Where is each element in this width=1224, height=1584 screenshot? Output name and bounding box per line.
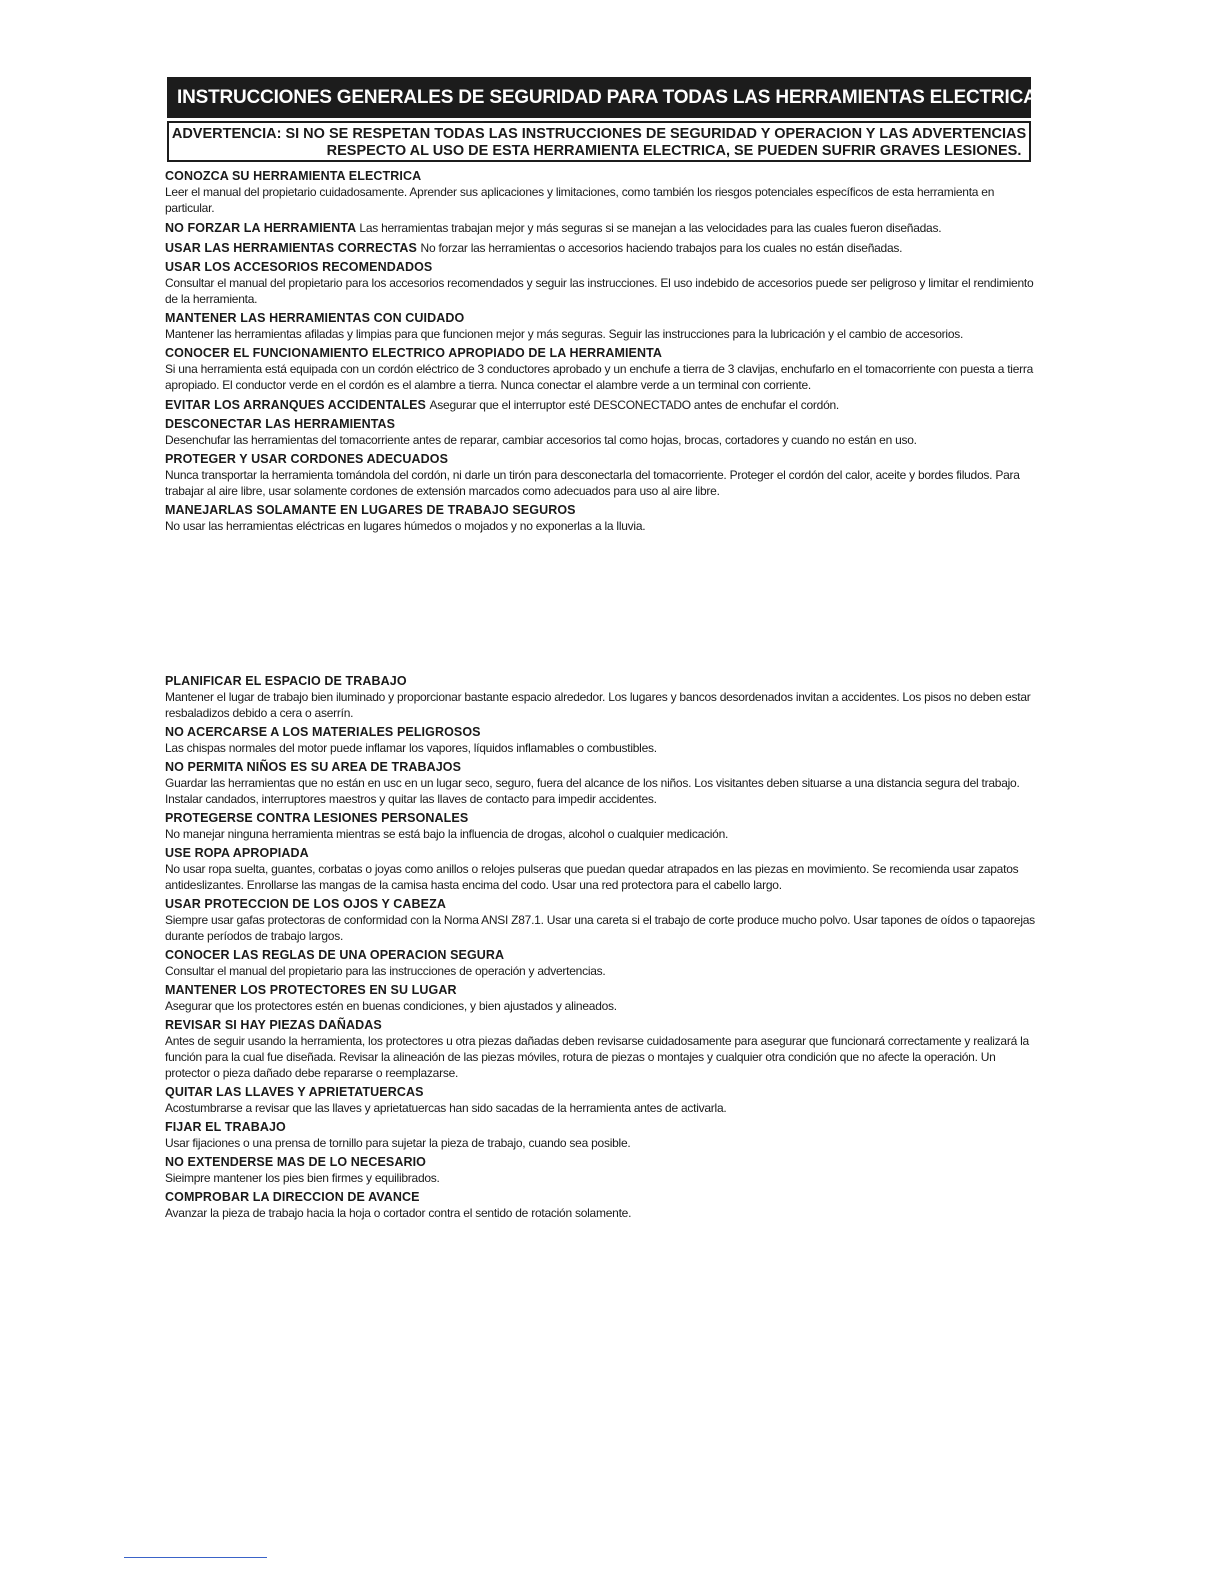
footer-rule [124, 1557, 267, 1558]
section-herramientas-correctas [165, 240, 1035, 256]
warning-line-2: RESPECTO AL USO DE ESTA HERRAMIENTA ELECTRICA, SE PUEDEN SUFRIR GRAVES LESIONES. [326, 143, 1022, 159]
section-body: Guardar las herramientas que no están en usc en un lugar seco, seguro, fuera del alcance de los niños. Los visitantes deben situarse a una distancia segura del trabajo. Instalar candados, interruptores maestros y quitar las llaves de contacto para impedir accidentes. [165, 776, 1020, 806]
section-body: Consultar el manual del propietario para los accesorios recomendados y seguir las instrucciones. El uso indebido de accesorios puede ser peligroso y limitar el rendimiento de la herramienta. [165, 276, 1034, 306]
section-heading: NO PERMITA NIÑOS ES SU AREA DE TRABAJOS [165, 760, 462, 774]
section-heading: NO ACERCARSE A LOS MATERIALES PELIGROSOS [165, 725, 481, 739]
section-heading: PROTEGER Y USAR CORDONES ADECUADOS [165, 452, 449, 466]
section-ninos [165, 760, 1035, 807]
section-heading: USAR LOS ACCESORIOS RECOMENDADOS [165, 260, 433, 274]
section-body: Mantener las herramientas afiladas y limpias para que funcionen mejor y más seguras. Seguir las instrucciones para la lubricación y el cambio de accesorios. [165, 327, 964, 341]
section-body: Avanzar la pieza de trabajo hacia la hoja o cortador contra el sentido de rotación solamente. [165, 1206, 632, 1220]
section-body: Si una herramienta está equipada con un cordón eléctrico de 3 conductores aprobado y un enchufe a tierra de 3 clavijas, enchufarlo en el tomacorriente con puesta a tierra apropiado. El conductor verde en el cordón es el alambre a tierra. Nunca conectar el alambre verde a un terminal con corriente. [165, 362, 1034, 392]
section-llaves [165, 1085, 1035, 1116]
section-heading: COMPROBAR LA DIRECCION DE AVANCE [165, 1190, 420, 1204]
section-heading: USAR PROTECCION DE LOS OJOS Y CABEZA [165, 897, 446, 911]
section-piezas-danadas [165, 1018, 1035, 1081]
section-heading: QUITAR LAS LLAVES Y APRIETATUERCAS [165, 1085, 424, 1099]
section-arranques [165, 397, 1035, 413]
section-heading: EVITAR LOS ARRANQUES ACCIDENTALES [165, 398, 430, 412]
section-body: No forzar las herramientas o accesorios haciendo trabajos para los cuales no están diseñadas. [420, 241, 903, 255]
section-protectores [165, 983, 1035, 1014]
section-body: Las chispas normales del motor puede inflamar los vapores, líquidos inflamables o combustibles. [165, 741, 657, 755]
section-heading: DESCONECTAR LAS HERRAMIENTAS [165, 417, 396, 431]
section-no-extenderse [165, 1155, 1035, 1186]
section-conozca [165, 169, 1035, 216]
section-body: Antes de seguir usando la herramienta, los protectores u otra piezas dañadas deben revisarse cuidadosamente para asegurar que funcionará correctamente y realizará la función para la cual fue diseñada. Revisar la alineación de las piezas móviles, rotura de piezas o montajes y cualquier otra condición que no afecte la operación. Un protector o pieza dañado debe repararse o reemplazarse. [165, 1034, 1029, 1080]
section-heading: PROTEGERSE CONTRA LESIONES PERSONALES [165, 811, 469, 825]
section-body: No usar las herramientas eléctricas en lugares húmedos o mojados y no exponerlas a la lluvia. [165, 519, 646, 533]
section-heading: USE ROPA APROPIADA [165, 846, 309, 860]
section-body: Las herramientas trabajan mejor y más seguras si se manejan a las velocidades para las cuales fueron diseñadas. [359, 221, 942, 235]
section-mantener-cuidado [165, 311, 1035, 342]
section-lugares-seguros [165, 503, 1035, 534]
section-heading: CONOZCA SU HERRAMIENTA ELECTRICA [165, 169, 422, 183]
section-body: Nunca transportar la herramienta tomándola del cordón, ni darle un tirón para desconectarla del tomacorriente. Proteger el cordón del calor, aceite y bordes filudos. Para trabajar al aire libre, usar solamente cordones de extensión marcados como adecuados para uso al aire libre. [165, 468, 1020, 498]
section-body: No usar ropa suelta, guantes, corbatas o joyas como anillos o relojes pulseras que puedan quedar atrapados en las piezas en movimiento. Se recomienda usar zapatos antideslizantes. Enrollarse las mangas de la camisa hasta encima del codo. Usar una red protectora para el cabello largo. [165, 862, 1019, 892]
section-operacion-segura [165, 948, 1035, 979]
section-funcionamiento-electrico [165, 346, 1035, 393]
warning-box [167, 121, 1031, 162]
section-body: Mantener el lugar de trabajo bien iluminado y proporcionar bastante espacio alrededor. Los lugares y bancos desordenados invitan a accidentes. Los pisos no deben estar resbaladizos debido a cera o aserrín. [165, 690, 1031, 720]
page-title: INSTRUCCIONES GENERALES DE SEGURIDAD PARA TODAS LAS HERRAMIENTAS ELECTRICAS [167, 77, 1031, 118]
section-body: Asegurar que los protectores estén en buenas condiciones, y bien ajustados y alineados. [165, 999, 617, 1013]
section-heading: PLANIFICAR EL ESPACIO DE TRABAJO [165, 674, 407, 688]
section-ropa-apropiada [165, 846, 1035, 893]
section-heading: FIJAR EL TRABAJO [165, 1120, 286, 1134]
section-espacio-trabajo [165, 674, 1035, 721]
warning-line-1: ADVERTENCIA: SI NO SE RESPETAN TODAS LAS INSTRUCCIONES DE SEGURIDAD Y OPERACION Y LAS ADVERTENCIAS [171, 126, 1027, 142]
section-heading: USAR LAS HERRAMIENTAS CORRECTAS [165, 241, 421, 255]
section-heading: REVISAR SI HAY PIEZAS DAÑADAS [165, 1018, 382, 1032]
section-body: Acostumbrarse a revisar que las llaves y aprietatuercas han sido sacadas de la herramienta antes de activarla. [165, 1101, 727, 1115]
section-heading: CONOCER LAS REGLAS DE UNA OPERACION SEGURA [165, 948, 505, 962]
section-desconectar [165, 417, 1035, 448]
section-body: Siempre usar gafas protectoras de conformidad con la Norma ANSI Z87.1. Usar una careta si el trabajo de corte produce mucho polvo. Usar tapones de oídos o tapaorejas durante períodos de trabajo largos. [165, 913, 1035, 943]
section-no-forzar [165, 220, 1035, 236]
section-materiales-peligrosos [165, 725, 1035, 756]
section-body: Consultar el manual del propietario para las instrucciones de operación y advertencias. [165, 964, 606, 978]
section-heading: CONOCER EL FUNCIONAMIENTO ELECTRICO APROPIADO DE LA HERRAMIENTA [165, 346, 663, 360]
section-body: No manejar ninguna herramienta mientras se está bajo la influencia de drogas, alcohol o cualquier medicación. [165, 827, 729, 841]
section-heading: MANEJARLAS SOLAMANTE EN LUGARES DE TRABAJO SEGUROS [165, 503, 576, 517]
section-fijar-trabajo [165, 1120, 1035, 1151]
section-body: Asegurar que el interruptor esté DESCONECTADO antes de enchufar el cordón. [429, 398, 840, 412]
section-cordones [165, 452, 1035, 499]
section-proteccion-ojos [165, 897, 1035, 944]
safety-sections-top [165, 169, 1035, 538]
section-lesiones-personales [165, 811, 1035, 842]
section-body: Usar fijaciones o una prensa de tornillo para sujetar la pieza de trabajo, cuando sea posible. [165, 1136, 631, 1150]
section-heading: MANTENER LOS PROTECTORES EN SU LUGAR [165, 983, 457, 997]
section-body: Desenchufar las herramientas del tomacorriente antes de reparar, cambiar accesorios tal como hojas, brocas, cortadores y cuando no están en uso. [165, 433, 917, 447]
section-direccion-avance [165, 1190, 1035, 1221]
section-body: Sieimpre mantener los pies bien firmes y equilibrados. [165, 1171, 440, 1185]
section-body: Leer el manual del propietario cuidadosamente. Aprender sus aplicaciones y limitaciones, como también los riesgos potenciales específicos de esta herramienta en particular. [165, 185, 995, 215]
section-heading: NO EXTENDERSE MAS DE LO NECESARIO [165, 1155, 426, 1169]
section-heading: MANTENER LAS HERRAMIENTAS CON CUIDADO [165, 311, 465, 325]
section-accesorios [165, 260, 1035, 307]
safety-sections-bottom [165, 674, 1035, 1225]
section-heading: NO FORZAR LA HERRAMIENTA [165, 221, 360, 235]
